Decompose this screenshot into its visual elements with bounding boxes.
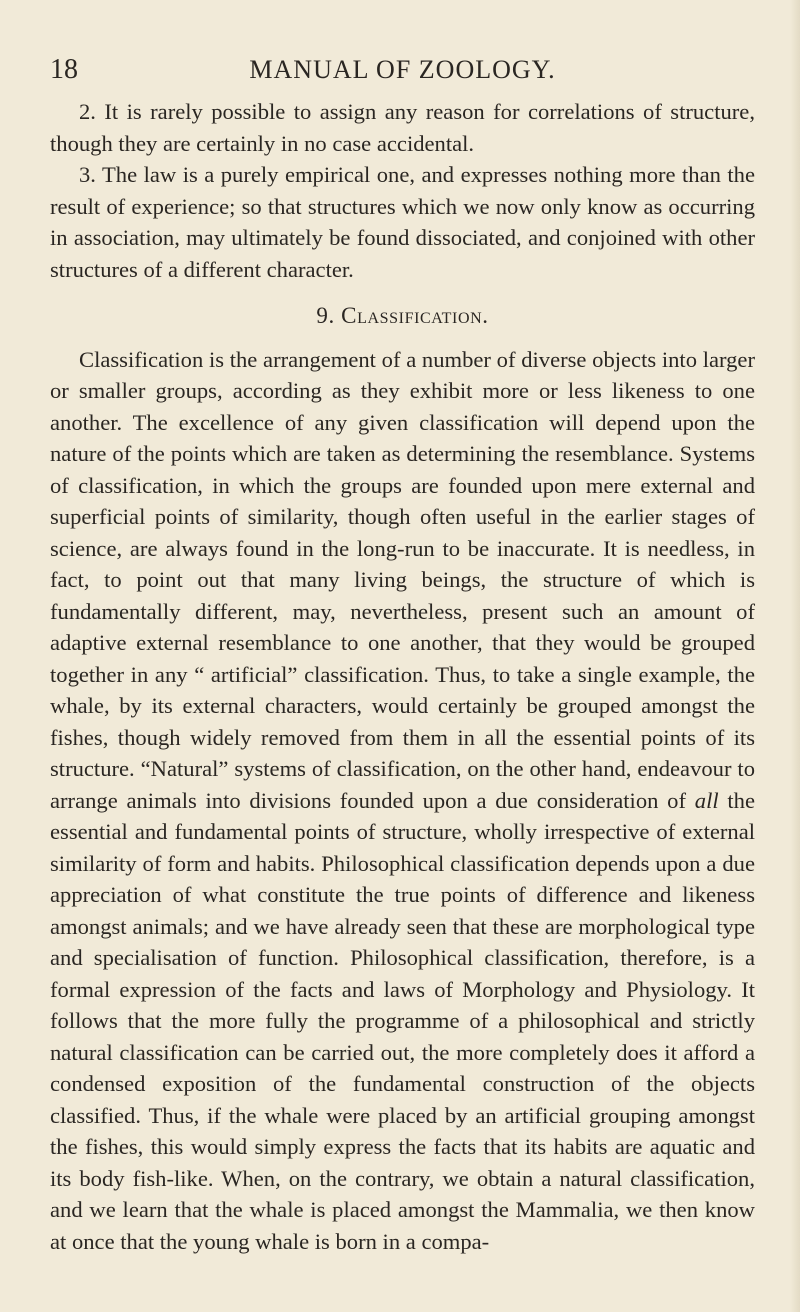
paragraph-point-3: 3. The law is a purely empirical one, and expresses nothing more than the result of experience; so that structures which we now only know as occurring in association, may ultimately be found dissociated, and conjoined with other structures of a different character.	[50, 162, 755, 282]
page-body	[50, 96, 755, 1257]
paragraph-text-part-1: Classification is the arrangement of a number of diverse objects into larger or smaller groups, according as they exhibit more or less likeness to one another. The excellence of any given classification will depend upon the nature of the points which are taken as determining the resemblance. Systems of classification, in which the groups are founded upon mere external and superficial points of similarity, though often useful in the earlier stages of science, are always found in the long-run to be inaccurate. It is needless, in fact, to point out that many living beings, the structure of which is fundamentally different, may, nevertheless, present such an amount of adaptive external resemblance to one another, that they would be grouped together in any “ artificial” classification. Thus, to take a single example, the whale, by its external characters, would certainly be grouped amongst the fishes, though widely removed from them in all the essential points of its structure. “Natural” systems of classification, on the other hand, endeavour to arrange animals into divisions founded upon a due consideration of	[50, 346, 755, 813]
running-title: MANUAL OF ZOOLOGY.	[249, 55, 556, 84]
page-header	[50, 50, 755, 90]
emphasized-word: all	[694, 787, 719, 813]
paragraph-classification	[50, 344, 755, 1258]
paragraph-point-2: 2. It is rarely possible to assign any reason for correlations of structure, though they are certainly in no case accidental.	[50, 99, 755, 156]
paragraph-text-part-2: the essential and fundamental points of structure, wholly irrespective of external similarity of form and habits. Philosophical classification depends upon a due appreciation of what constitute the true points of difference and likeness amongst animals; and we have already seen that these are morphological type and specialisation of function. Philosophical classification, therefore, is a formal expression of the facts and laws of Morphology and Physiology. It follows that the more fully the programme of a philosophical and strictly natural classification can be carried out, the more completely does it afford a condensed exposition of the fundamental construction of the objects classified. Thus, if the whale were placed by an artificial grouping amongst the fishes, this would simply express the facts that its habits are aquatic and its body fish-like. When, on the contrary, we obtain a natural classification, and we learn that the whale is placed amongst the Mammalia, we then know at once that the young whale is born in a compa-	[50, 787, 755, 1254]
page-number: 18	[50, 54, 78, 85]
section-heading: 9. Classification.	[316, 303, 489, 328]
